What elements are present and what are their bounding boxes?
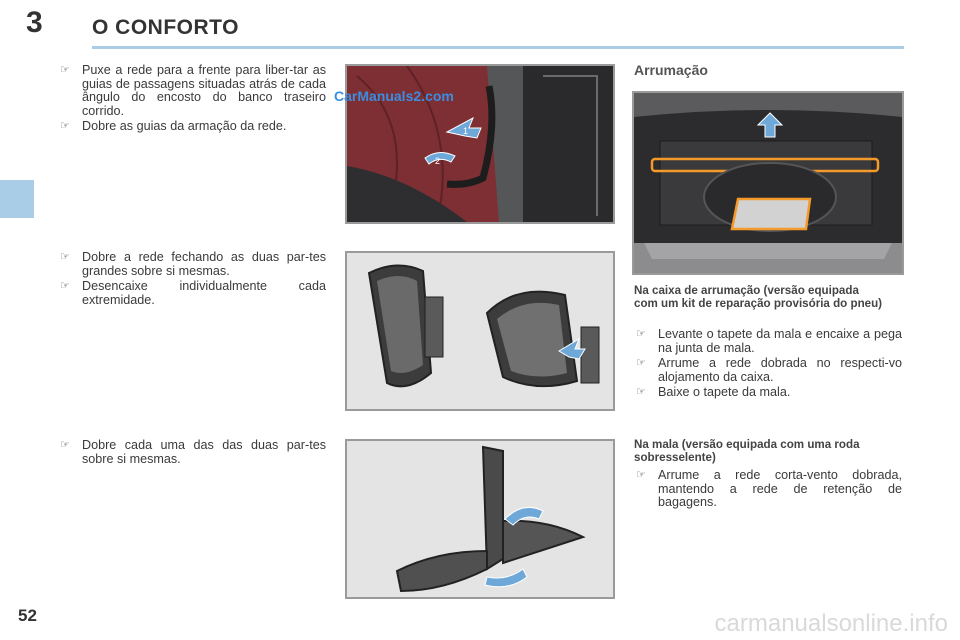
pointing-hand-icon: ☞ <box>636 386 646 399</box>
list-item: ☞ Baixe o tapete da mala. <box>636 385 791 400</box>
step-marker-1: 1 <box>463 126 469 136</box>
page-number: 52 <box>18 606 37 625</box>
list-item: ☞ Levante o tapete da mala e encaixe a pega na junta de mala. <box>636 327 902 355</box>
folded-net-illustration <box>347 253 613 409</box>
step-marker-2: 2 <box>435 156 441 166</box>
storage-box-heading: Na caixa de arrumação (versão equipada com um kit de reparação provisória do pneu) <box>634 284 883 311</box>
chapter-title: O CONFORTO <box>92 16 239 39</box>
pointing-hand-icon: ☞ <box>60 64 70 76</box>
pointing-hand-icon: ☞ <box>60 280 70 293</box>
net-halves-illustration <box>347 441 613 597</box>
storage-box-instructions <box>634 328 902 402</box>
spare-wheel-heading: Na mala (versão equipada com uma roda sobresselente) <box>634 438 860 465</box>
list-item: ☞ Arrume a rede dobrada no respecti-vo alojamento da caixa. <box>636 356 902 384</box>
pointing-hand-icon: ☞ <box>60 439 70 451</box>
section-title: Arrumação <box>634 62 708 78</box>
chapter-side-tab <box>0 180 34 218</box>
pointing-hand-icon: ☞ <box>636 469 646 481</box>
instruction-list-3 <box>58 439 326 468</box>
list-item: ☞ Desencaixe individualmente cada extremidade. <box>60 279 326 307</box>
list-item: ☞ Arrume a rede corta-vento dobrada, mantendo a rede de retenção de bagagens. <box>636 468 902 510</box>
pointing-hand-icon: ☞ <box>636 328 646 340</box>
trunk-illustration <box>634 93 902 273</box>
footer-watermark: carmanualsonline.info <box>714 610 948 637</box>
header-rule <box>92 46 904 49</box>
list-item: ☞ Dobre cada uma das das duas par-tes sobre si mesmas. <box>60 438 326 466</box>
pointing-hand-icon: ☞ <box>636 357 646 370</box>
pointing-hand-icon: ☞ <box>60 120 70 133</box>
watermark-text: CarManuals2.com <box>334 88 454 104</box>
chapter-number: 3 <box>26 6 43 39</box>
pointing-hand-icon: ☞ <box>60 251 70 263</box>
spare-wheel-instructions <box>634 469 902 512</box>
instruction-list-1 <box>58 64 326 136</box>
instruction-list-2 <box>58 251 326 309</box>
list-item: ☞ Dobre a rede fechando as duas par-tes grandes sobre si mesmas. <box>60 250 326 278</box>
photo-fold-net <box>345 251 615 411</box>
photo-trunk-storage <box>632 91 904 275</box>
list-item: ☞ Dobre as guias da armação da rede. <box>60 119 287 134</box>
list-item: ☞ Puxe a rede para a frente para liber-tar as guias de passagens situadas atrás de cada ângulo do encosto do banco traseiro corrido. <box>60 63 326 118</box>
photo-fold-halves <box>345 439 615 599</box>
